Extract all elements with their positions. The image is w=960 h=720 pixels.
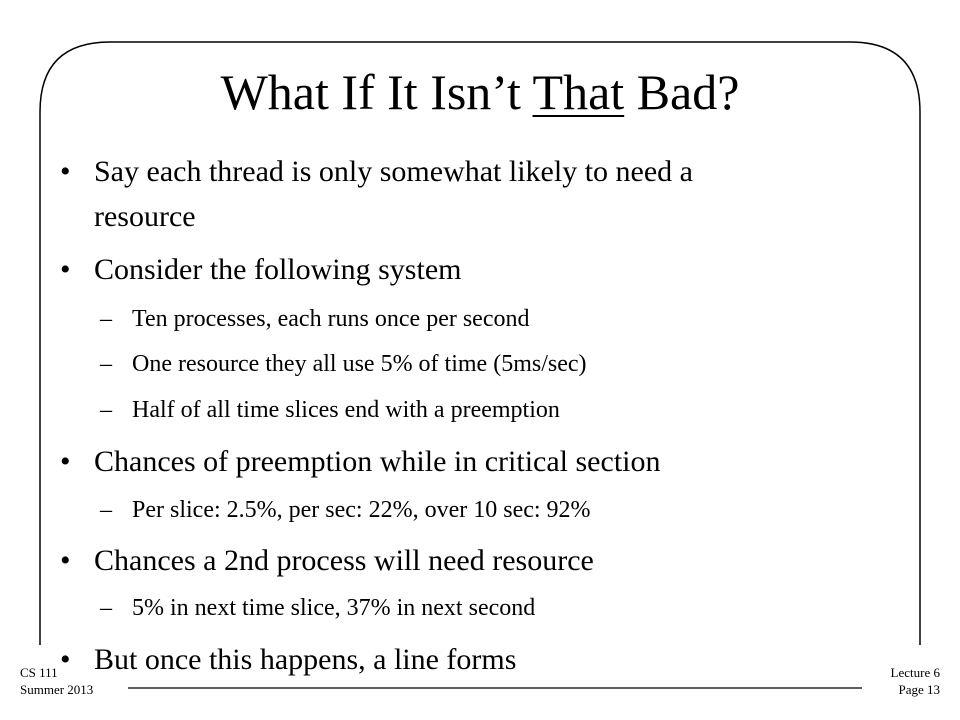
- bullet-item: [60, 640, 517, 680]
- bullet-marker: •: [60, 445, 71, 478]
- bullet-marker: •: [60, 643, 71, 676]
- sub-bullet-item: [100, 348, 587, 380]
- bullet-text: resource: [94, 200, 196, 233]
- bullet-item: [60, 152, 693, 192]
- dash-marker: –: [100, 497, 112, 523]
- sub-bullet-text: Per slice: 2.5%, per sec: 22%, over 10 sec: 92%: [132, 497, 591, 523]
- footer-term: Summer 2013: [20, 682, 94, 697]
- bullet-item: [60, 541, 594, 581]
- bullet-continuation: [94, 197, 196, 237]
- footer-course-info: [20, 664, 93, 698]
- bullet-marker: •: [60, 155, 71, 188]
- bullet-text: Chances of preemption while in critical section: [94, 445, 661, 478]
- footer-course: CS 111: [20, 665, 58, 680]
- footer-page-number: Page 13: [898, 682, 940, 697]
- sub-bullet-item: [100, 592, 536, 624]
- sub-bullet-text: Ten processes, each runs once per second: [132, 306, 530, 332]
- footer-lecture: Lecture 6: [890, 665, 940, 680]
- bullet-text: Consider the following system: [94, 253, 462, 286]
- dash-marker: –: [100, 306, 112, 332]
- bullet-item: [60, 442, 661, 482]
- bullet-text: Chances a 2nd process will need resource: [94, 544, 594, 577]
- sub-bullet-text: Half of all time slices end with a preemption: [132, 397, 560, 423]
- footer-page-info: [891, 664, 940, 698]
- dash-marker: –: [100, 351, 112, 377]
- bullet-marker: •: [60, 253, 71, 286]
- dash-marker: –: [100, 397, 112, 423]
- bullet-item: [60, 250, 462, 290]
- bullet-marker: •: [60, 544, 71, 577]
- bullet-text: Say each thread is only somewhat likely to need a: [94, 155, 693, 188]
- title-part-2: Bad?: [624, 64, 740, 120]
- title-underlined-word: That: [532, 64, 625, 120]
- sub-bullet-text: One resource they all use 5% of time (5ms/sec): [132, 351, 587, 377]
- sub-bullet-item: [100, 303, 530, 335]
- title-part-1: What If It Isn’t: [220, 64, 533, 120]
- sub-bullet-item: [100, 494, 591, 526]
- sub-bullet-item: [100, 394, 560, 426]
- dash-marker: –: [100, 595, 112, 621]
- bullet-text: But once this happens, a line forms: [94, 643, 517, 676]
- sub-bullet-text: 5% in next time slice, 37% in next second: [132, 595, 536, 621]
